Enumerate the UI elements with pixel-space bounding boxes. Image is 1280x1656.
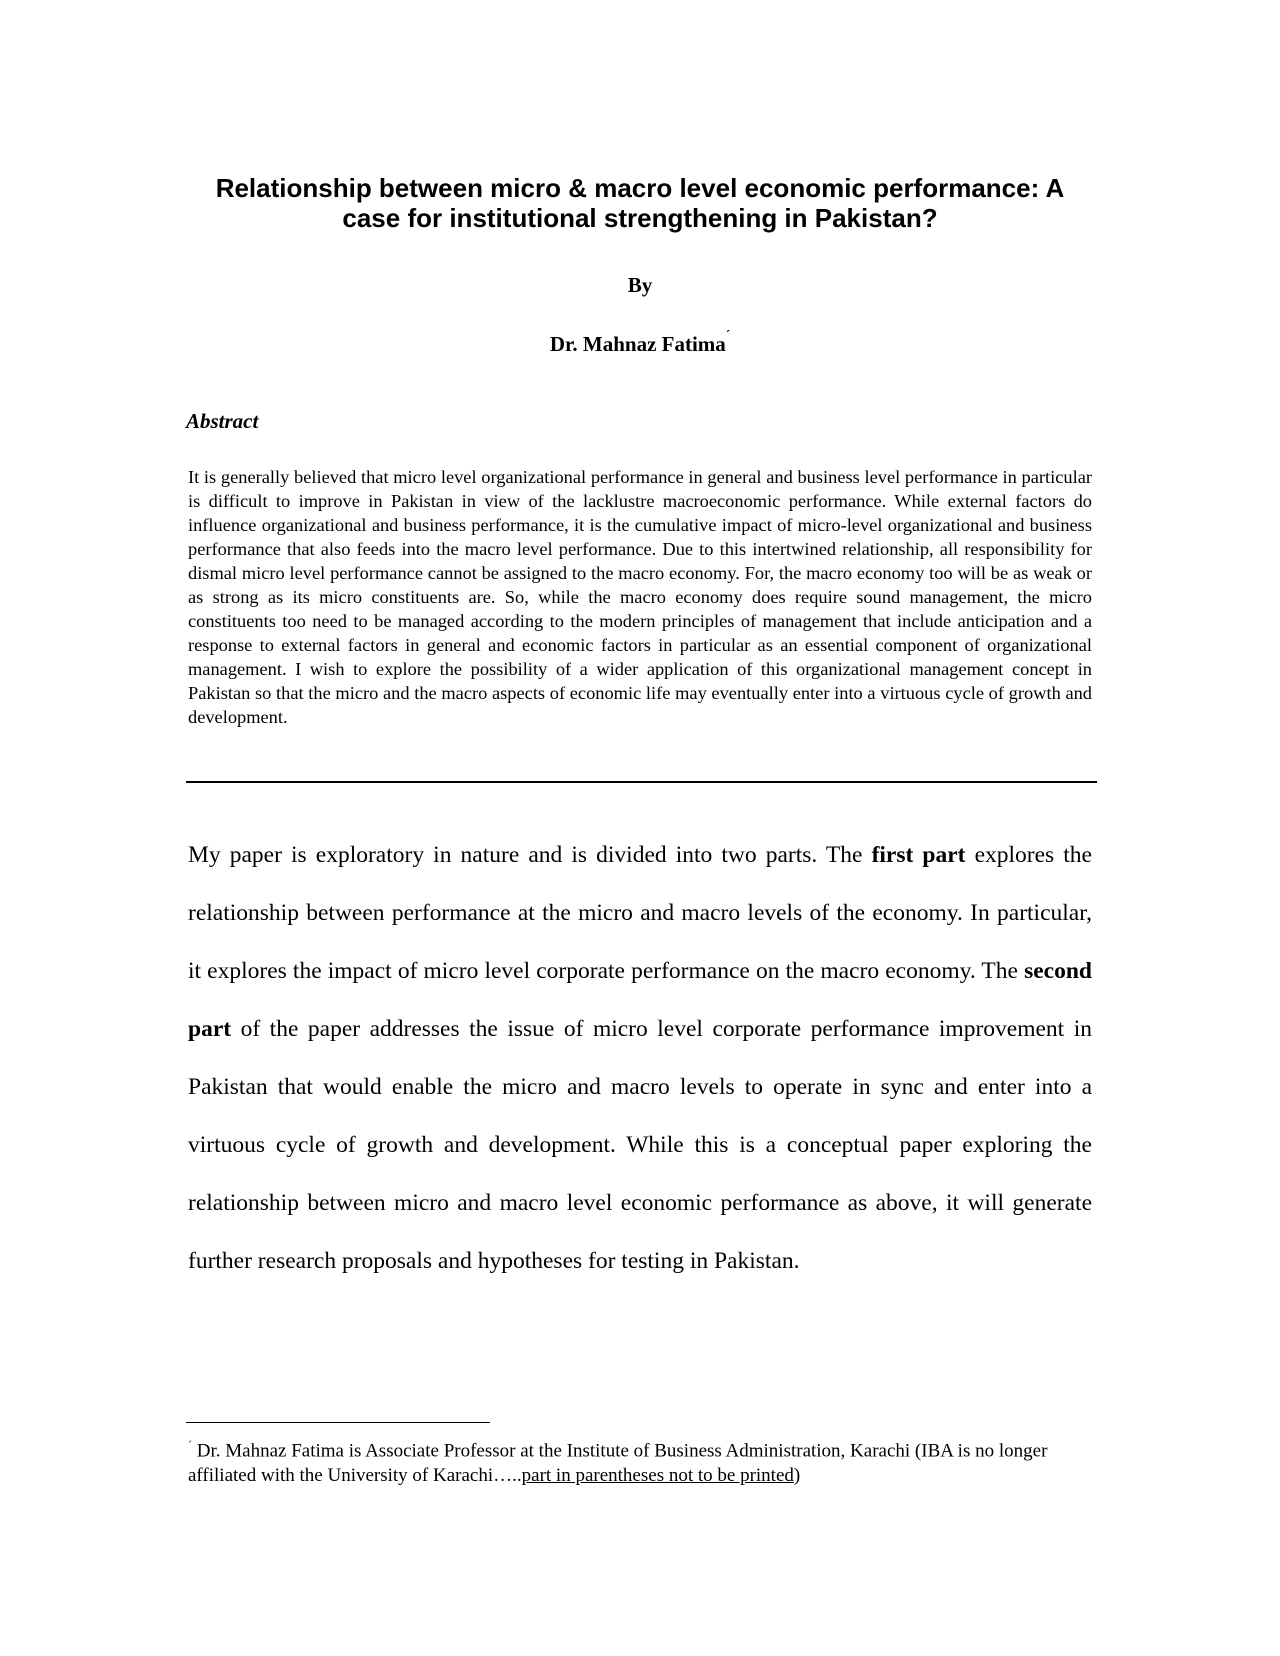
author-name-text: Dr. Mahnaz Fatima xyxy=(549,332,726,356)
body-bold-first-part: first part xyxy=(871,842,966,868)
body-text-2: explores the relationship between performance at the micro and macro levels of the economy. In particular, it explores the impact of micro level corporate performance on the macro economy. The xyxy=(188,842,1092,984)
section-divider xyxy=(186,781,1097,783)
footnote-divider xyxy=(186,1422,490,1423)
paper-title xyxy=(180,173,1100,233)
footnote xyxy=(188,1433,1092,1488)
footnote-text: Dr. Mahnaz Fatima is Associate Professor at the Institute of Business Administration, Karachi (IBA is no longer affiliated with the University of Karachi….. xyxy=(188,1440,1048,1487)
footnote-mark: ´ xyxy=(188,1438,192,1452)
author-name xyxy=(180,327,1100,357)
abstract-text: It is generally believed that micro level organizational performance in general and business level performance in particular is difficult to improve in Pakistan in view of the lacklustre macroeconomic performance. While external factors do influence organizational and business performance, it is the cumulative impact of micro-level organizational and business performance that also feeds into the macro level performance. Due to this intertwined relationship, all responsibility for dismal micro level performance cannot be assigned to the macro economy. For, the macro economy too will be as weak or as strong as its micro constituents are. So, while the macro economy does require sound management, the micro constituents too need to be managed according to the modern principles of management that include anticipation and a response to external factors in general and economic factors in particular as an essential component of organizational management. I wish to explore the possibility of a wider application of this organizational management concept in Pakistan so that the micro and the macro aspects of economic life may eventually enter into a virtuous cycle of growth and development. xyxy=(188,467,1092,727)
title-line-2: case for institutional strengthening in Pakistan? xyxy=(342,203,938,233)
body-text-3: of the paper addresses the issue of micro level corporate performance improvement in Pakistan that would enable the micro and macro levels to operate in sync and enter into a virtuous cycle of growth and development. While this is a conceptual paper exploring the relationship between micro and macro level economic performance as above, it will generate further research proposals and hypotheses for testing in Pakistan. xyxy=(188,1016,1092,1274)
title-line-1: Relationship between micro & macro level economic performance: A xyxy=(215,173,1065,203)
byline: By xyxy=(627,273,653,297)
body-bold-second-part: second part xyxy=(188,958,1092,1042)
abstract-heading: Abstract xyxy=(186,409,259,433)
footnote-close: ) xyxy=(793,1465,801,1487)
author-footnote-mark: ´ xyxy=(725,327,731,342)
body-text-1: My paper is exploratory in nature and is divided into two parts. The xyxy=(188,842,872,868)
footnote-underlined-text: part in parentheses not to be printed xyxy=(521,1465,794,1487)
body-paragraph xyxy=(188,826,1092,1290)
